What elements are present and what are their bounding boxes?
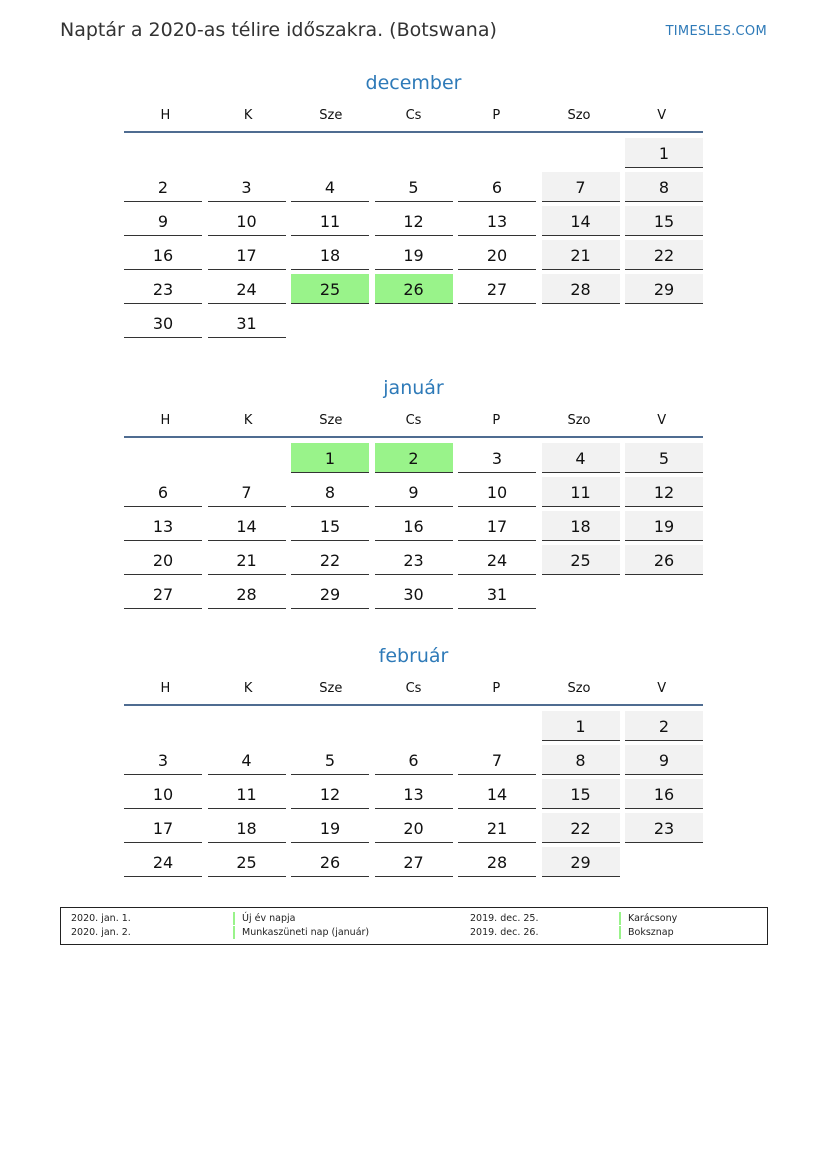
day-cell: 29 — [542, 847, 620, 877]
header-divider — [124, 704, 703, 706]
month-january — [124, 374, 703, 609]
day-cell: 11 — [291, 206, 369, 236]
day-cell: 28 — [458, 847, 536, 877]
weekday-label: Sze — [319, 680, 343, 696]
day-cell: 26 — [291, 847, 369, 877]
weekday-label: Szo — [567, 107, 591, 123]
day-cell: 9 — [625, 745, 703, 775]
day-cell: 15 — [542, 779, 620, 809]
empty-cell — [458, 138, 536, 168]
legend-holiday-name: Boksznap — [619, 926, 674, 939]
day-cell: 30 — [124, 308, 202, 338]
holiday-day-cell: 26 — [375, 274, 453, 304]
day-cell: 5 — [625, 443, 703, 473]
day-grid — [124, 138, 703, 338]
empty-cell — [458, 711, 536, 741]
page-title: Naptár a 2020-as télire időszakra. (Botswana) — [60, 19, 497, 41]
day-cell: 28 — [542, 274, 620, 304]
weekday-label: Szo — [567, 412, 591, 428]
month-title: február — [378, 645, 449, 667]
weekday-label: Sze — [319, 107, 343, 123]
empty-cell — [124, 711, 202, 741]
day-cell: 17 — [458, 511, 536, 541]
empty-cell — [375, 138, 453, 168]
header-divider — [124, 131, 703, 133]
day-cell: 20 — [375, 813, 453, 843]
empty-cell — [291, 138, 369, 168]
month-title: december — [365, 72, 462, 94]
day-cell: 7 — [208, 477, 286, 507]
day-cell: 8 — [625, 172, 703, 202]
day-cell: 19 — [375, 240, 453, 270]
day-cell: 6 — [124, 477, 202, 507]
brand-logo-text[interactable]: TIMESLES.COM — [665, 24, 767, 39]
legend-holiday-name: Karácsony — [619, 912, 677, 925]
day-cell: 17 — [124, 813, 202, 843]
weekday-label: P — [492, 412, 501, 428]
day-cell: 8 — [291, 477, 369, 507]
day-cell: 9 — [124, 206, 202, 236]
day-cell: 11 — [208, 779, 286, 809]
day-cell: 15 — [291, 511, 369, 541]
legend-holiday-name: Munkaszüneti nap (január) — [233, 926, 369, 939]
day-cell: 5 — [375, 172, 453, 202]
day-cell: 25 — [542, 545, 620, 575]
day-cell: 20 — [458, 240, 536, 270]
empty-cell — [124, 138, 202, 168]
day-cell: 2 — [124, 172, 202, 202]
day-cell: 20 — [124, 545, 202, 575]
day-cell: 12 — [375, 206, 453, 236]
holiday-legend — [60, 907, 768, 945]
day-cell: 14 — [208, 511, 286, 541]
weekday-label: Sze — [319, 412, 343, 428]
day-cell: 4 — [291, 172, 369, 202]
day-cell: 19 — [291, 813, 369, 843]
weekday-label: Cs — [405, 107, 422, 123]
day-cell: 14 — [542, 206, 620, 236]
legend-date: 2020. jan. 1. — [71, 913, 131, 924]
header-divider — [124, 436, 703, 438]
day-cell: 27 — [375, 847, 453, 877]
day-cell: 11 — [542, 477, 620, 507]
legend-date: 2020. jan. 2. — [71, 927, 131, 938]
day-cell: 3 — [124, 745, 202, 775]
day-cell: 16 — [124, 240, 202, 270]
day-cell: 22 — [625, 240, 703, 270]
day-cell: 12 — [625, 477, 703, 507]
day-cell: 31 — [458, 579, 536, 609]
day-cell: 13 — [375, 779, 453, 809]
day-cell: 9 — [375, 477, 453, 507]
weekday-label: P — [492, 680, 501, 696]
weekday-label: V — [657, 680, 667, 696]
weekday-header-row — [124, 404, 703, 436]
day-cell: 6 — [458, 172, 536, 202]
day-cell: 21 — [458, 813, 536, 843]
weekday-label: K — [243, 680, 253, 696]
day-cell: 17 — [208, 240, 286, 270]
legend-date: 2019. dec. 25. — [470, 913, 539, 924]
day-cell: 24 — [124, 847, 202, 877]
day-grid — [124, 711, 703, 877]
day-cell: 13 — [458, 206, 536, 236]
day-cell: 15 — [625, 206, 703, 236]
day-cell: 29 — [625, 274, 703, 304]
day-cell: 5 — [291, 745, 369, 775]
day-cell: 28 — [208, 579, 286, 609]
day-cell: 23 — [124, 274, 202, 304]
day-cell: 6 — [375, 745, 453, 775]
weekday-label: P — [492, 107, 501, 123]
day-cell: 25 — [208, 847, 286, 877]
empty-cell — [124, 443, 202, 473]
weekday-header-row — [124, 672, 703, 704]
day-cell: 7 — [542, 172, 620, 202]
empty-cell — [208, 138, 286, 168]
day-cell: 22 — [542, 813, 620, 843]
day-cell: 26 — [625, 545, 703, 575]
legend-date: 2019. dec. 26. — [470, 927, 539, 938]
day-cell: 3 — [458, 443, 536, 473]
day-cell: 23 — [625, 813, 703, 843]
day-cell: 14 — [458, 779, 536, 809]
empty-cell — [542, 138, 620, 168]
day-cell: 2 — [625, 711, 703, 741]
day-cell: 22 — [291, 545, 369, 575]
holiday-day-cell: 1 — [291, 443, 369, 473]
weekday-label: Cs — [405, 412, 422, 428]
day-cell: 4 — [542, 443, 620, 473]
weekday-label: K — [243, 412, 253, 428]
day-cell: 3 — [208, 172, 286, 202]
day-cell: 24 — [208, 274, 286, 304]
day-cell: 10 — [458, 477, 536, 507]
day-cell: 23 — [375, 545, 453, 575]
day-cell: 8 — [542, 745, 620, 775]
day-cell: 10 — [124, 779, 202, 809]
weekday-label: H — [160, 680, 171, 696]
day-cell: 4 — [208, 745, 286, 775]
empty-cell — [375, 711, 453, 741]
weekday-label: Cs — [405, 680, 422, 696]
weekday-label: H — [160, 107, 171, 123]
day-cell: 18 — [291, 240, 369, 270]
day-cell: 13 — [124, 511, 202, 541]
day-cell: 10 — [208, 206, 286, 236]
weekday-label: Szo — [567, 680, 591, 696]
weekday-label: H — [160, 412, 171, 428]
day-cell: 27 — [458, 274, 536, 304]
empty-cell — [291, 711, 369, 741]
month-title: január — [383, 377, 444, 399]
weekday-header-row — [124, 99, 703, 131]
day-cell: 21 — [208, 545, 286, 575]
day-cell: 30 — [375, 579, 453, 609]
day-grid — [124, 443, 703, 609]
day-cell: 12 — [291, 779, 369, 809]
holiday-day-cell: 2 — [375, 443, 453, 473]
day-cell: 24 — [458, 545, 536, 575]
empty-cell — [208, 443, 286, 473]
day-cell: 19 — [625, 511, 703, 541]
holiday-day-cell: 25 — [291, 274, 369, 304]
weekday-label: V — [657, 107, 667, 123]
day-cell: 7 — [458, 745, 536, 775]
weekday-label: K — [243, 107, 253, 123]
legend-holiday-name: Új év napja — [233, 912, 295, 925]
month-december — [124, 69, 703, 338]
day-cell: 18 — [208, 813, 286, 843]
day-cell: 1 — [625, 138, 703, 168]
day-cell: 29 — [291, 579, 369, 609]
weekday-label: V — [657, 412, 667, 428]
day-cell: 27 — [124, 579, 202, 609]
day-cell: 31 — [208, 308, 286, 338]
day-cell: 21 — [542, 240, 620, 270]
month-february — [124, 642, 703, 877]
day-cell: 16 — [625, 779, 703, 809]
day-cell: 1 — [542, 711, 620, 741]
empty-cell — [208, 711, 286, 741]
day-cell: 16 — [375, 511, 453, 541]
day-cell: 18 — [542, 511, 620, 541]
